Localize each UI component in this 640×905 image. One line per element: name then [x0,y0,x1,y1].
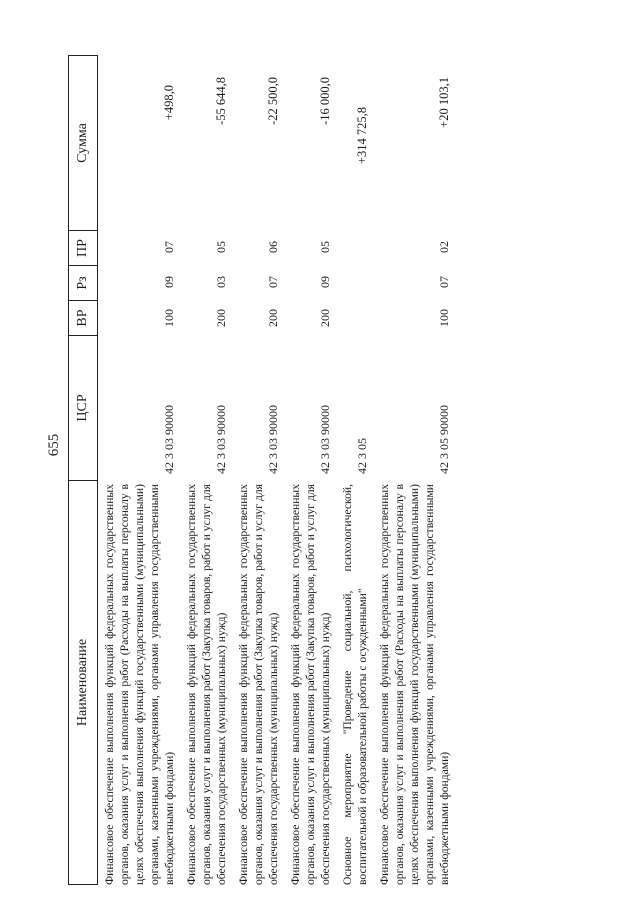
cell-csr: 42 3 05 90000 [437,405,451,474]
cell-sum: +20 103,1 [437,77,451,128]
header-pr: ПР [69,230,97,265]
cell-sum: -55 644,8 [214,77,228,125]
cell-rz: 03 [214,276,228,288]
cell-vr: 100 [437,309,451,327]
cell-pr: 06 [266,241,280,253]
cell-sum: -22 500,0 [266,77,280,125]
cell-name: Финансовое обеспечение выполнения функций федеральных государственных органов, оказания услуг и выполнения работ (Закупка товаров, работ и услуг для обеспечения государственных (муниципальных) нужд) [237,484,280,885]
cell-vr: 200 [318,309,332,327]
cell-csr: 42 3 03 90000 [214,405,228,474]
cell-vr: 100 [162,309,176,327]
table-row [340,55,370,885]
table-row [102,55,177,885]
table-row [288,55,333,885]
cell-rz: 09 [162,276,176,288]
cell-pr: 05 [214,241,228,253]
cell-rz: 07 [266,276,280,288]
header-sum: Сумма [69,55,97,230]
cell-sum: +498,0 [162,85,176,121]
table-row [377,55,452,885]
table-row [184,55,229,885]
page-number: 655 [46,433,62,457]
cell-csr: 42 3 03 90000 [318,405,332,474]
cell-rz: 07 [437,276,451,288]
cell-csr: 42 3 03 90000 [266,405,280,474]
header-vr: ВР [69,300,97,335]
cell-pr: 07 [162,241,176,253]
header-name: Наименование [69,480,97,885]
cell-sum: -16 000,0 [318,77,332,125]
cell-vr: 200 [214,309,228,327]
table-row [236,55,281,885]
cell-vr: 200 [266,309,280,327]
cell-name: Финансовое обеспечение выполнения функций федеральных государственных органов, оказания услуг и выполнения работ (Закупка товаров, работ и услуг для обеспечения государственных (муниципальных) нужд) [185,484,228,885]
cell-sum: +314 725,8 [355,107,369,165]
cell-csr: 42 3 03 90000 [162,405,176,474]
rotated-content [40,55,610,885]
cell-csr: 42 3 05 [355,438,369,474]
cell-name: Финансовое обеспечение выполнения функций федеральных государственных органов, оказания услуг и выполнения работ (Закупка товаров, работ и услуг для обеспечения государственных (муниципальных) нужд) [289,484,332,885]
cell-name: Финансовое обеспечение выполнения функций федеральных государственных органов, оказания услуг и выполнения работ (Расходы на выплаты персоналу в целях обеспечения выполнения функций государственными (муниципальными) органами, казенными учреждениями, органами управления государственными внебюджетными фондами) [378,484,451,885]
cell-name: Основное мероприятие "Проведение социальной, психологической, воспитательной и образовательной работы с осужденными" [341,484,369,885]
cell-pr: 02 [437,241,451,253]
cell-rz: 09 [318,276,332,288]
table-header [68,55,98,885]
header-csr: ЦСР [69,335,97,480]
header-rz: Рз [69,265,97,300]
cell-name: Финансовое обеспечение выполнения функций федеральных государственных органов, оказания услуг и выполнения работ (Расходы на выплаты персоналу в целях обеспечения выполнения функций государственными (муниципальными) органами, казенными учреждениями, органами управления государственными внебюджетными фондами) [103,484,176,885]
cell-pr: 05 [318,241,332,253]
table-body [102,55,459,885]
